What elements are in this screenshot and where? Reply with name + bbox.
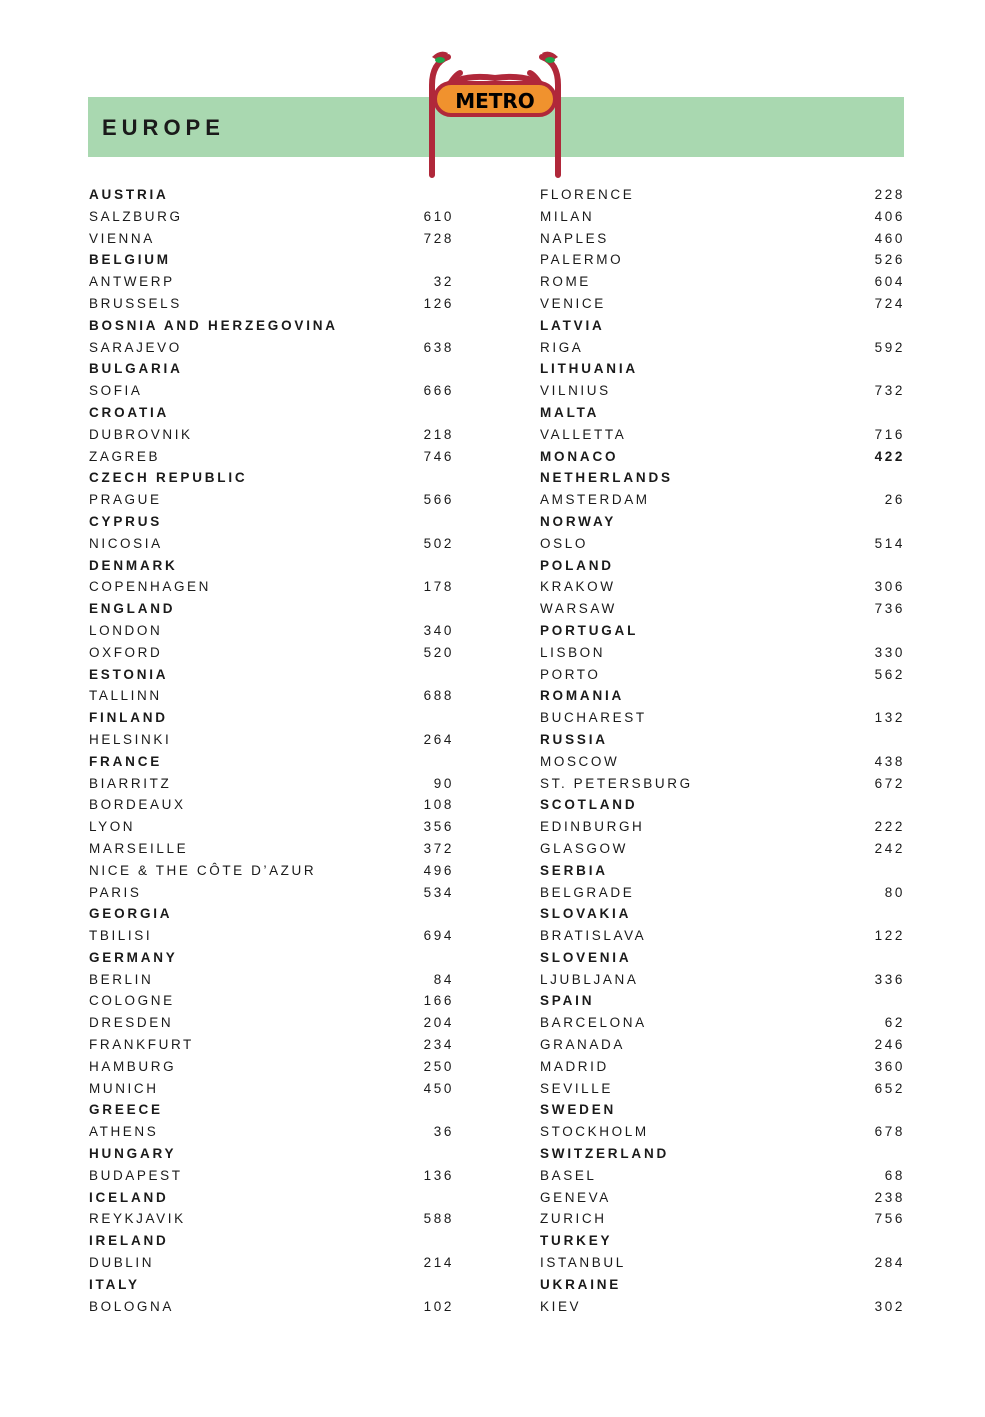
entry-name: BRATISLAVA bbox=[540, 928, 647, 944]
entry-name: COPENHAGEN bbox=[89, 579, 212, 595]
country-heading bbox=[89, 184, 454, 206]
country-heading bbox=[540, 467, 905, 489]
city-entry bbox=[89, 1165, 454, 1187]
entry-name: LATVIA bbox=[540, 317, 605, 333]
entry-name: ENGLAND bbox=[89, 601, 176, 617]
entry-name: TBILISI bbox=[89, 928, 153, 944]
entry-name: BUDAPEST bbox=[89, 1167, 183, 1183]
entry-name: LITHUANIA bbox=[540, 361, 638, 377]
city-entry bbox=[89, 882, 454, 904]
entry-name: DENMARK bbox=[89, 557, 178, 573]
city-entry bbox=[89, 1296, 454, 1318]
entry-name: TALLINN bbox=[89, 688, 162, 704]
page-number: 736 bbox=[874, 601, 905, 617]
page-number: 356 bbox=[423, 819, 454, 835]
entry-name: KIEV bbox=[540, 1298, 582, 1314]
page-number: 90 bbox=[433, 775, 454, 791]
country-heading bbox=[540, 446, 905, 468]
entry-name: RUSSIA bbox=[540, 731, 608, 747]
country-heading bbox=[89, 249, 454, 271]
entry-name: ROMANIA bbox=[540, 688, 625, 704]
entry-name: LJUBLJANA bbox=[540, 971, 639, 987]
country-heading bbox=[89, 315, 454, 337]
city-entry bbox=[89, 838, 454, 860]
entry-name: SWEDEN bbox=[540, 1102, 617, 1118]
page-number: 406 bbox=[874, 208, 905, 224]
page-number: 716 bbox=[874, 426, 905, 442]
city-entry bbox=[540, 576, 905, 598]
entry-name: NETHERLANDS bbox=[540, 470, 673, 486]
city-entry bbox=[89, 729, 454, 751]
city-entry bbox=[89, 642, 454, 664]
entry-name: DUBLIN bbox=[89, 1255, 155, 1271]
entry-name: SLOVENIA bbox=[540, 949, 632, 965]
page-number: 68 bbox=[884, 1167, 905, 1183]
city-entry bbox=[89, 1012, 454, 1034]
page-number: 330 bbox=[874, 644, 905, 660]
city-entry bbox=[540, 925, 905, 947]
city-entry bbox=[89, 489, 454, 511]
page-number: 204 bbox=[423, 1015, 454, 1031]
page-number: 222 bbox=[874, 819, 905, 835]
city-entry bbox=[89, 925, 454, 947]
city-entry bbox=[89, 1208, 454, 1230]
page-number: 336 bbox=[874, 971, 905, 987]
entry-name: DRESDEN bbox=[89, 1015, 174, 1031]
page-number: 306 bbox=[874, 579, 905, 595]
country-heading bbox=[89, 664, 454, 686]
entry-name: ATHENS bbox=[89, 1124, 159, 1140]
entry-name: SALZBURG bbox=[89, 208, 183, 224]
country-heading bbox=[540, 1230, 905, 1252]
page-number: 246 bbox=[874, 1037, 905, 1053]
index-column-left bbox=[89, 184, 454, 1317]
entry-name: PRAGUE bbox=[89, 492, 162, 508]
city-entry bbox=[540, 1252, 905, 1274]
page-number: 534 bbox=[423, 884, 454, 900]
page-number: 302 bbox=[874, 1298, 905, 1314]
page-number: 126 bbox=[423, 295, 454, 311]
page-number: 460 bbox=[874, 230, 905, 246]
country-heading bbox=[89, 707, 454, 729]
city-entry bbox=[540, 969, 905, 991]
entry-name: PORTUGAL bbox=[540, 622, 639, 638]
city-entry bbox=[540, 598, 905, 620]
page-number: 678 bbox=[874, 1124, 905, 1140]
entry-name: ICELAND bbox=[89, 1189, 169, 1205]
entry-name: GERMANY bbox=[89, 949, 178, 965]
entry-name: ITALY bbox=[89, 1276, 140, 1292]
page-number: 84 bbox=[433, 971, 454, 987]
country-heading bbox=[540, 729, 905, 751]
page-number: 672 bbox=[874, 775, 905, 791]
country-heading bbox=[540, 860, 905, 882]
city-entry bbox=[540, 642, 905, 664]
metro-logo bbox=[420, 45, 570, 180]
country-heading bbox=[540, 315, 905, 337]
page-number: 108 bbox=[423, 797, 454, 813]
page-number: 604 bbox=[874, 274, 905, 290]
city-entry bbox=[540, 816, 905, 838]
entry-name: NICOSIA bbox=[89, 535, 163, 551]
country-heading bbox=[89, 947, 454, 969]
page-number: 746 bbox=[423, 448, 454, 464]
entry-name: MOSCOW bbox=[540, 753, 620, 769]
page-number: 450 bbox=[423, 1080, 454, 1096]
country-heading bbox=[540, 620, 905, 642]
page-number: 694 bbox=[423, 928, 454, 944]
country-heading bbox=[89, 598, 454, 620]
entry-name: HAMBURG bbox=[89, 1058, 177, 1074]
city-entry bbox=[89, 206, 454, 228]
entry-name: SLOVAKIA bbox=[540, 906, 632, 922]
page-number: 132 bbox=[874, 710, 905, 726]
entry-name: GRANADA bbox=[540, 1037, 625, 1053]
page-number: 724 bbox=[874, 295, 905, 311]
entry-name: BOLOGNA bbox=[89, 1298, 174, 1314]
entry-name: MADRID bbox=[540, 1058, 609, 1074]
entry-name: ANTWERP bbox=[89, 274, 175, 290]
entry-name: OSLO bbox=[540, 535, 588, 551]
country-heading bbox=[89, 358, 454, 380]
city-entry bbox=[89, 533, 454, 555]
city-entry bbox=[540, 751, 905, 773]
city-entry bbox=[89, 773, 454, 795]
country-heading bbox=[540, 1143, 905, 1165]
page-number: 372 bbox=[423, 840, 454, 856]
entry-name: SOFIA bbox=[89, 383, 143, 399]
city-entry bbox=[89, 424, 454, 446]
entry-name: VIENNA bbox=[89, 230, 155, 246]
page-number: 666 bbox=[423, 383, 454, 399]
entry-name: BARCELONA bbox=[540, 1015, 647, 1031]
country-heading bbox=[89, 402, 454, 424]
entry-name: SARAJEVO bbox=[89, 339, 182, 355]
page-number: 26 bbox=[884, 492, 905, 508]
page-number: 502 bbox=[423, 535, 454, 551]
entry-name: GLASGOW bbox=[540, 840, 628, 856]
logo-text: METRO bbox=[455, 89, 535, 113]
entry-name: BULGARIA bbox=[89, 361, 183, 377]
entry-name: BELGRADE bbox=[540, 884, 635, 900]
city-entry bbox=[540, 1034, 905, 1056]
entry-name: PORTO bbox=[540, 666, 601, 682]
entry-name: TURKEY bbox=[540, 1233, 613, 1249]
entry-name: BOSNIA AND HERZEGOVINA bbox=[89, 317, 338, 333]
entry-name: AUSTRIA bbox=[89, 187, 169, 202]
city-entry bbox=[89, 794, 454, 816]
city-entry bbox=[89, 1034, 454, 1056]
entry-name: WARSAW bbox=[540, 601, 617, 617]
country-heading bbox=[540, 1274, 905, 1296]
entry-name: SCOTLAND bbox=[540, 797, 638, 813]
country-heading bbox=[89, 1143, 454, 1165]
entry-name: CYPRUS bbox=[89, 513, 163, 529]
country-heading bbox=[89, 467, 454, 489]
page-number: 610 bbox=[423, 208, 454, 224]
page-number: 166 bbox=[423, 993, 454, 1009]
city-entry bbox=[89, 271, 454, 293]
city-entry bbox=[89, 969, 454, 991]
city-entry bbox=[89, 860, 454, 882]
page-number: 234 bbox=[423, 1037, 454, 1053]
city-entry bbox=[540, 228, 905, 250]
entry-name: NICE & THE CÔTE D’AZUR bbox=[89, 862, 317, 878]
entry-name: BRUSSELS bbox=[89, 295, 182, 311]
entry-name: LISBON bbox=[540, 644, 606, 660]
entry-name: HELSINKI bbox=[89, 731, 172, 747]
entry-name: STOCKHOLM bbox=[540, 1124, 649, 1140]
entry-name: ISTANBUL bbox=[540, 1255, 626, 1271]
entry-name: MONACO bbox=[540, 448, 619, 464]
city-entry bbox=[89, 228, 454, 250]
country-heading bbox=[540, 358, 905, 380]
country-heading bbox=[89, 1099, 454, 1121]
entry-name: ROME bbox=[540, 274, 591, 290]
country-heading bbox=[89, 555, 454, 577]
page-number: 588 bbox=[423, 1211, 454, 1227]
country-heading bbox=[89, 511, 454, 533]
entry-name: MALTA bbox=[540, 404, 600, 420]
page-number: 438 bbox=[874, 753, 905, 769]
city-entry bbox=[89, 685, 454, 707]
entry-name: VENICE bbox=[540, 295, 606, 311]
city-entry bbox=[540, 882, 905, 904]
entry-name: FINLAND bbox=[89, 710, 168, 726]
entry-name: SPAIN bbox=[540, 993, 595, 1009]
city-entry bbox=[89, 380, 454, 402]
page-number: 178 bbox=[423, 579, 454, 595]
city-entry bbox=[540, 838, 905, 860]
city-entry bbox=[540, 1208, 905, 1230]
entry-name: BASEL bbox=[540, 1167, 597, 1183]
section-title: EUROPE bbox=[102, 115, 225, 140]
city-entry bbox=[540, 184, 905, 206]
page-number: 652 bbox=[874, 1080, 905, 1096]
entry-name: HUNGARY bbox=[89, 1146, 177, 1162]
page-number: 214 bbox=[423, 1255, 454, 1271]
entry-name: EDINBURGH bbox=[540, 819, 645, 835]
city-entry bbox=[89, 293, 454, 315]
page-number: 514 bbox=[874, 535, 905, 551]
page-number: 102 bbox=[423, 1298, 454, 1314]
page-number: 228 bbox=[874, 187, 905, 202]
entry-name: NAPLES bbox=[540, 230, 609, 246]
page-number: 496 bbox=[423, 862, 454, 878]
city-entry bbox=[540, 1078, 905, 1100]
entry-name: SERBIA bbox=[540, 862, 608, 878]
city-entry bbox=[540, 489, 905, 511]
page-number: 218 bbox=[423, 426, 454, 442]
city-entry bbox=[540, 380, 905, 402]
city-entry bbox=[540, 337, 905, 359]
page-number: 136 bbox=[423, 1167, 454, 1183]
city-entry bbox=[540, 533, 905, 555]
city-entry bbox=[540, 707, 905, 729]
entry-name: UKRAINE bbox=[540, 1276, 622, 1292]
page-number: 566 bbox=[423, 492, 454, 508]
city-entry bbox=[540, 1121, 905, 1143]
entry-name: MUNICH bbox=[89, 1080, 159, 1096]
page-number: 526 bbox=[874, 252, 905, 268]
city-entry bbox=[89, 337, 454, 359]
entry-name: KRAKOW bbox=[540, 579, 616, 595]
country-heading bbox=[89, 751, 454, 773]
entry-name: PARIS bbox=[89, 884, 142, 900]
city-entry bbox=[89, 576, 454, 598]
entry-name: BIARRITZ bbox=[89, 775, 172, 791]
page-number: 264 bbox=[423, 731, 454, 747]
entry-name: CZECH REPUBLIC bbox=[89, 470, 248, 486]
page-number: 732 bbox=[874, 383, 905, 399]
entry-name: BELGIUM bbox=[89, 252, 171, 268]
country-heading bbox=[89, 1187, 454, 1209]
city-entry bbox=[89, 1121, 454, 1143]
page-number: 422 bbox=[874, 448, 905, 464]
entry-name: REYKJAVIK bbox=[89, 1211, 186, 1227]
country-heading bbox=[540, 555, 905, 577]
entry-name: DUBROVNIK bbox=[89, 426, 193, 442]
city-entry bbox=[89, 1252, 454, 1274]
entry-name: AMSTERDAM bbox=[540, 492, 650, 508]
country-heading bbox=[540, 685, 905, 707]
city-entry bbox=[540, 664, 905, 686]
entry-name: BUCHAREST bbox=[540, 710, 647, 726]
page-number: 62 bbox=[884, 1015, 905, 1031]
city-entry bbox=[540, 249, 905, 271]
entry-name: ZURICH bbox=[540, 1211, 607, 1227]
entry-name: LONDON bbox=[89, 622, 163, 638]
city-entry bbox=[540, 271, 905, 293]
page-number: 520 bbox=[423, 644, 454, 660]
entry-name: SEVILLE bbox=[540, 1080, 613, 1096]
city-entry bbox=[540, 1012, 905, 1034]
entry-name: POLAND bbox=[540, 557, 614, 573]
country-heading bbox=[540, 402, 905, 424]
entry-name: COLOGNE bbox=[89, 993, 175, 1009]
city-entry bbox=[89, 816, 454, 838]
entry-name: ESTONIA bbox=[89, 666, 169, 682]
city-entry bbox=[540, 773, 905, 795]
entry-name: NORWAY bbox=[540, 513, 617, 529]
country-heading bbox=[540, 794, 905, 816]
country-heading bbox=[540, 1099, 905, 1121]
entry-name: GEORGIA bbox=[89, 906, 173, 922]
entry-name: FRANKFURT bbox=[89, 1037, 194, 1053]
city-entry bbox=[540, 1296, 905, 1318]
page-number: 728 bbox=[423, 230, 454, 246]
page-number: 340 bbox=[423, 622, 454, 638]
entry-name: GENEVA bbox=[540, 1189, 611, 1205]
entry-name: MILAN bbox=[540, 208, 595, 224]
country-heading bbox=[89, 1274, 454, 1296]
country-heading bbox=[540, 990, 905, 1012]
index-column-right bbox=[540, 184, 905, 1317]
entry-name: BORDEAUX bbox=[89, 797, 186, 813]
entry-name: FRANCE bbox=[89, 753, 163, 769]
page-number: 250 bbox=[423, 1058, 454, 1074]
city-entry bbox=[89, 1056, 454, 1078]
country-heading bbox=[89, 1230, 454, 1252]
entry-name: BERLIN bbox=[89, 971, 154, 987]
page-number: 238 bbox=[874, 1189, 905, 1205]
entry-name: VALLETTA bbox=[540, 426, 627, 442]
entry-name: MARSEILLE bbox=[89, 840, 189, 856]
page-number: 592 bbox=[874, 339, 905, 355]
page-number: 360 bbox=[874, 1058, 905, 1074]
entry-name: LYON bbox=[89, 819, 136, 835]
entry-name: FLORENCE bbox=[540, 187, 635, 202]
page-number: 122 bbox=[874, 928, 905, 944]
country-heading bbox=[540, 903, 905, 925]
country-heading bbox=[540, 511, 905, 533]
city-entry bbox=[540, 206, 905, 228]
country-heading bbox=[89, 903, 454, 925]
entry-name: ST. PETERSBURG bbox=[540, 775, 693, 791]
country-heading bbox=[540, 947, 905, 969]
entry-name: PALERMO bbox=[540, 252, 624, 268]
entry-name: SWITZERLAND bbox=[540, 1146, 670, 1162]
page-number: 688 bbox=[423, 688, 454, 704]
city-entry bbox=[540, 293, 905, 315]
page-number: 638 bbox=[423, 339, 454, 355]
city-entry bbox=[540, 1056, 905, 1078]
entry-name: IRELAND bbox=[89, 1233, 169, 1249]
page-number: 36 bbox=[433, 1124, 454, 1140]
city-entry bbox=[540, 424, 905, 446]
city-entry bbox=[540, 1165, 905, 1187]
entry-name: GREECE bbox=[89, 1102, 163, 1118]
page-number: 242 bbox=[874, 840, 905, 856]
entry-name: OXFORD bbox=[89, 644, 163, 660]
entry-name: RIGA bbox=[540, 339, 584, 355]
entry-name: CROATIA bbox=[89, 404, 170, 420]
page-number: 562 bbox=[874, 666, 905, 682]
page-number: 284 bbox=[874, 1255, 905, 1271]
page-number: 756 bbox=[874, 1211, 905, 1227]
city-entry bbox=[89, 446, 454, 468]
page-number: 32 bbox=[433, 274, 454, 290]
city-entry bbox=[89, 1078, 454, 1100]
entry-name: VILNIUS bbox=[540, 383, 611, 399]
city-entry bbox=[89, 620, 454, 642]
page-number: 80 bbox=[884, 884, 905, 900]
city-entry bbox=[540, 1187, 905, 1209]
city-entry bbox=[89, 990, 454, 1012]
entry-name: ZAGREB bbox=[89, 448, 161, 464]
